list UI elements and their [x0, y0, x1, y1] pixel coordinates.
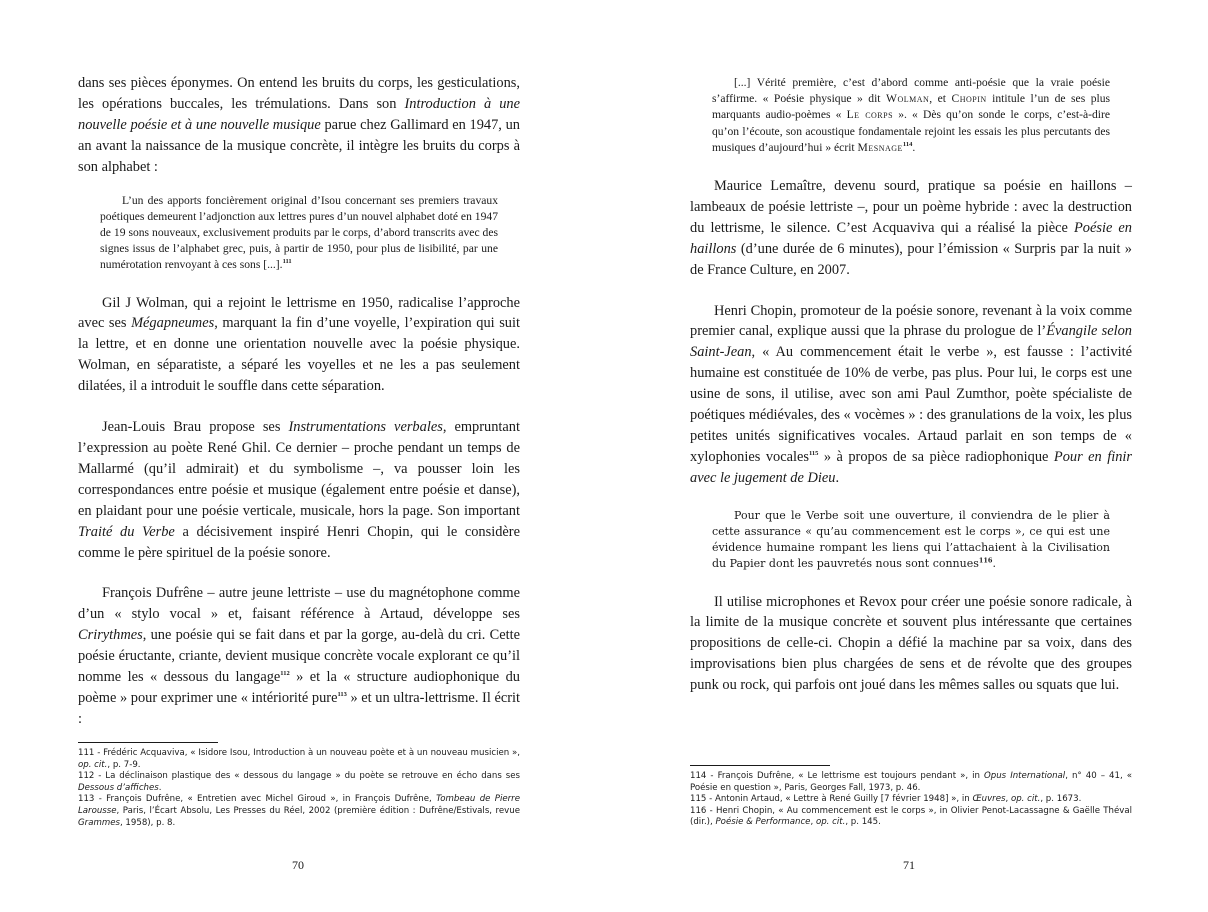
left-text-column: [78, 73, 520, 730]
paragraph: Il utilise microphones et Revox pour créer une poésie sonore radicale, à la limite de la musique concrète et souvent plus intéressante que certaines propositions de celle-ci. Chopin a défié la machine par sa voix, dans des improvisations bien plus chargées de sens et de révolte que des groupes punk ou rock, qui parfois ont joué dans les mêmes salles ou squats que lui.: [690, 593, 1132, 694]
page-number: 71: [903, 858, 915, 872]
footnote-ref[interactable]: 115: [808, 450, 819, 458]
block-quote: [...] Vérité première, c’est d’abord comme anti-poésie que la vraie poésie s’affirme. « Poésie physique » dit Wolman, et Chopin intitule l’un de ses plus marquants audio-poèmes « Le corps ». « Dès qu’on sonde le corps, c’est-à-dire qu’on l’écoute, son acoustique fondamentale rejoint les essais les plus percutants des musiques d’aujourd’hui » écrit Mesnage$^{114}$.: [712, 76, 1111, 154]
footnote: 111 - Frédéric Acquaviva, « Isidore Isou, Introduction à un nouveau poète et à un nouveau musicien », op. cit., p. 7-9.: [78, 748, 520, 770]
right-page: [604, 0, 1208, 912]
footnote: 116 - Henri Chopin, « Au commencement est le corps », in Olivier Penot-Lacassagne & Gaëlle Théval (dir.), Poésie & Performance, op. cit., p. 145.: [690, 805, 1132, 828]
footnotes: [78, 748, 520, 829]
paragraph: Henri Chopin, promoteur de la poésie sonore, revenant à la voix comme premier canal, explique aussi que la phrase du prologue de l’Évangile selon Saint-Jean, « Au commencement était le verbe », est fausse : l’activité humaine est constituée de 10% de verbe, pas plus. Pour lui, le corps est une usine de sons, il utilise, avec son ami Paul Zumthor, poète spécialiste de poétiques médiévales, des « vocèmes » : des granulations de la voix, les plus petites unités significatives vocales. Artaud parlait en son temps de « xylophonies vocales$^{115}$ » à propos de sa pièce radiophonique Pour en finir avec le jugement de Dieu.: [690, 302, 1132, 486]
paragraph: Maurice Lemaître, devenu sourd, pratique sa poésie en haillons – lambeaux de poésie lettriste –, pour un poème hybride : avec la destruction du lettrisme, le silence. C’est Acquaviva qui a réalisé la pièce Poésie en haillons (d’une durée de 6 minutes), pour l’émission « Surpris par la nuit » de France Culture, en 2007.: [690, 178, 1132, 278]
paragraph: Jean-Louis Brau propose ses Instrumentations verbales, empruntant l’expression au poète René Ghil. Ce dernier – proche pendant un temps de Mallarmé (qu’il admirait) et du symbolisme –, va pousser loin les correspondances entre poésie et musique (également entre poésie et danse), en plaidant pour une poésie verticale, musicale, hors la page. Son important Traité du Verbe a décisivement inspiré Henri Chopin, qui le considère comme le père spirituel de la poésie sonore.: [78, 419, 520, 561]
block-quote: L’un des apports foncièrement original d’Isou concernant ses premiers travaux poétiques demeurent l’adjonction aux lettres pures d’un nouvel alphabet doté en 1947 de 19 sons nouveaux, exclusivement produits par le corps, d’abord transcrits avec des signes issus de l’alphabet grec, puis, à partir de 1950, pour plus de lisibilité, par une numérotation renvoyant à ces sons [...].$^{111}$: [100, 193, 498, 272]
footnote: 115 - Antonin Artaud, « Lettre à René Guilly [7 février 1948] », in Œuvres, op. cit., p. 1673.: [690, 794, 1082, 805]
footnote-ref[interactable]: 111: [282, 258, 292, 266]
footnote-rule: [690, 765, 830, 766]
footnote-ref[interactable]: 116: [978, 556, 993, 565]
footnote: 112 - La déclinaison plastique des « dessous du langage » du poète se retrouve en écho dans ses Dessous d’affiches.: [78, 771, 520, 793]
paragraph: Gil J Wolman, qui a rejoint le lettrisme en 1950, radicalise l’approche avec ses Mégapneumes, marquant la fin d’une voyelle, l’expiration qui suit la lettre, et en donne une orientation nouvelle avec la poésie physique. Wolman, en séparatiste, a séparé les voyelles et ne les a pas seulement dilatées, il a introduit le souffle dans cette séparation.: [78, 294, 520, 395]
right-text-column: [690, 75, 1132, 696]
footnote-ref[interactable]: 114: [902, 140, 913, 148]
footnote-ref[interactable]: 113: [337, 691, 347, 699]
footnote-ref[interactable]: 112: [280, 670, 290, 678]
footnote-rule: [78, 742, 218, 743]
paragraph: dans ses pièces éponymes. On entend les bruits du corps, les gesticulations, les opérations buccales, les trémulations. Dans son Introduction à une nouvelle poésie et à une nouvelle musique parue chez Gallimard en 1947, un an avant la naissance de la musique concrète, il intègre les bruits du corps à son alphabet :: [78, 75, 520, 175]
page-number: 70: [292, 858, 304, 872]
footnote: 113 - François Dufrêne, « Entretien avec Michel Giroud », in François Dufrêne, Tombeau de Pierre Larousse, Paris, l’Écart Absolu, Les Presses du Réel, 2002 (première édition : Dufrêne/Estivals, revue Grammes, 1958), p. 8.: [78, 794, 520, 828]
paragraph: François Dufrêne – autre jeune lettriste – use du magnétophone comme d’un « stylo vocal » et, faisant référence à Artaud, développe ses Crirythmes, une poésie qui se fait dans et par la gorge, au-delà du cri. Cette poésie éructante, criante, devient musique concrète vocale explorant ce qu’il nomme les « dessous du langage$^{112}$ » et la « structure audiophonique du poème » pour exprimer une « intériorité pure$^{113}$ » et un ultra-lettrisme. Il écrit :: [78, 585, 521, 727]
footnote: 114 - François Dufrêne, « Le lettrisme est toujours pendant », in Opus International, n° 40 – 41, « Poésie en question », Paris, Georges Fall, 1973, p. 46.: [690, 771, 1132, 793]
footnotes: [690, 771, 1132, 829]
block-quote: Pour que le Verbe soit une ouverture, il conviendra de le plier à cette assurance « qu’au commencement est le corps », ce qui est une évidence humaine rompant les liens qui l’attachaient à la Civilisation du Papier dont les pauvretés nous sont connues$^{116}$.: [712, 508, 1110, 571]
